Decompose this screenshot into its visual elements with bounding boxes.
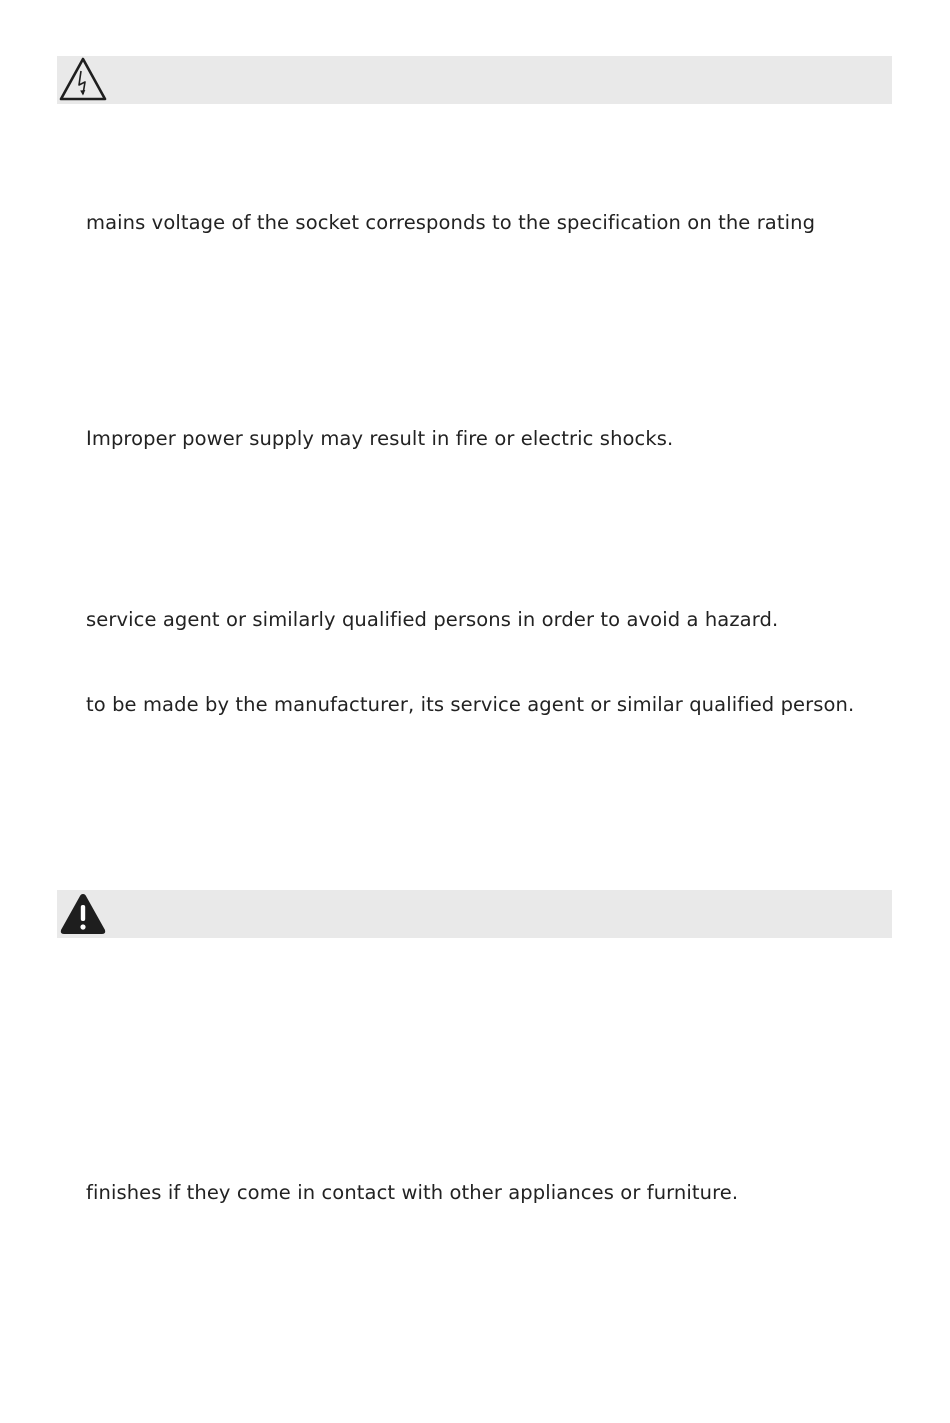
electric-shock-warning-icon — [59, 56, 107, 102]
caution-header — [57, 890, 892, 938]
paragraph-line: service agent or similarly qualified persons in order to avoid a hazard. — [86, 608, 779, 631]
paragraph-line: finishes if they come in contact with other appliances or furniture. — [86, 1181, 739, 1204]
caution-exclamation-icon — [59, 890, 107, 936]
electrical-warning-header — [57, 56, 892, 104]
paragraph-line: to be made by the manufacturer, its service agent or similar qualified person. — [86, 693, 855, 716]
paragraph-line: Improper power supply may result in fire or electric shocks. — [86, 427, 674, 450]
paragraph-line: mains voltage of the socket corresponds to the specification on the rating — [86, 211, 816, 234]
